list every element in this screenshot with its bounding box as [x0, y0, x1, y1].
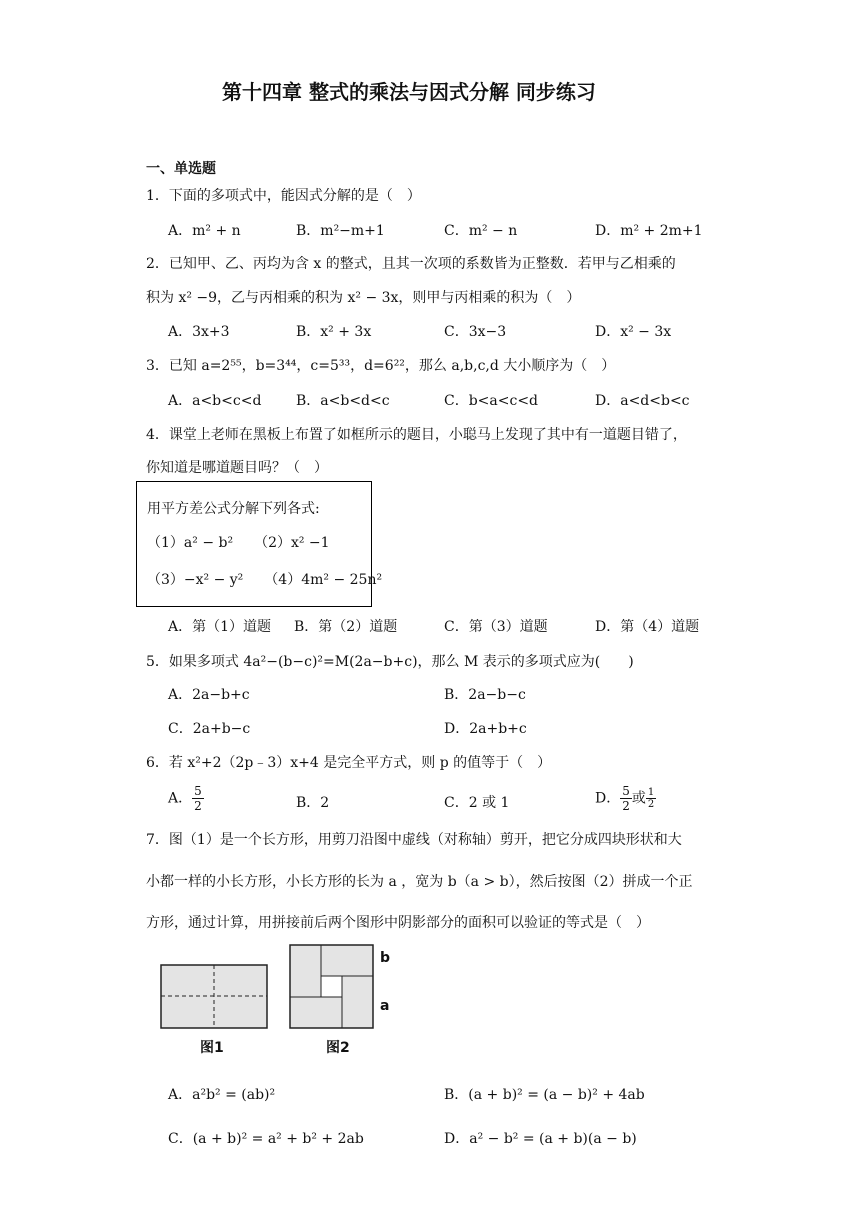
q5-option-d[interactable]: D．2a+b+c: [444, 721, 527, 737]
q5-option-c[interactable]: C．2a+b−c: [168, 721, 251, 737]
q7-stem-line2: 小都一样的小长方形，小长方形的长为 a ，宽为 b（a > b），然后按图（2）拼成一个正: [146, 874, 693, 890]
q6-a-denominator: 2: [194, 799, 202, 813]
figure-1-rectangle: [160, 964, 270, 1030]
q6-option-c[interactable]: C．2 或 1: [444, 795, 510, 811]
figure-2-label-a: a: [380, 998, 390, 1014]
q4-box-row2: （3）−x² − y² （4）4m² − 25n²: [147, 572, 383, 588]
q2-option-c[interactable]: C．3x−3: [444, 324, 507, 340]
q6-d-denominator2: 2: [647, 799, 655, 810]
q2-option-d[interactable]: D．x² − 3x: [595, 324, 672, 340]
q6-option-d-or: 或: [631, 790, 646, 807]
q4-problem-box: [136, 481, 383, 607]
section-heading: 一、单选题: [146, 161, 216, 177]
figure-1-label: 图1: [200, 1040, 224, 1056]
q6-option-d-fraction2: [646, 787, 656, 810]
q7-option-b[interactable]: B．(a + b)² = (a − b)² + 4ab: [444, 1087, 645, 1103]
q2-option-a[interactable]: A．3x+3: [168, 324, 230, 340]
q1-option-d[interactable]: D．m² + 2m+1: [595, 223, 703, 239]
q7-option-c[interactable]: C．(a + b)² = a² + b² + 2ab: [168, 1131, 364, 1147]
q2-stem-line2: 积为 x² −9，乙与丙相乘的积为 x² − 3x，则甲与丙相乘的积为（ ）: [146, 290, 581, 306]
q6-d-denominator1: 2: [622, 799, 630, 813]
q5-option-b[interactable]: B．2a−b−c: [444, 687, 526, 703]
q3-option-a[interactable]: A．a<b<c<d: [168, 393, 262, 409]
q7-stem-line3: 方形，通过计算，用拼接前后两个图形中阴影部分的面积可以验证的等式是（ ）: [146, 915, 650, 931]
fig2-center-square: [321, 976, 342, 997]
q7-stem-line1: 7．图（1）是一个长方形，用剪刀沿图中虚线（对称轴）剪开，把它分成四块形状和大: [146, 832, 682, 848]
figure-2-square: [289, 944, 375, 1030]
q6-a-numerator: 5: [194, 784, 202, 798]
q4-box-row1: （1）a² − b² （2）x² −1: [147, 535, 330, 551]
q5-option-a[interactable]: A．2a−b+c: [168, 687, 250, 703]
page-title: 第十四章 整式的乘法与因式分解 同步练习: [222, 80, 596, 104]
q6-option-d-fraction1: [620, 784, 632, 813]
q3-stem: 3．已知 a=2⁵⁵，b=3⁴⁴，c=5³³，d=6²²，那么 a,b,c,d 大小顺序为（ ）: [146, 358, 616, 374]
q6-d-numerator1: 5: [622, 784, 630, 798]
q3-option-d[interactable]: D．a<d<b<c: [595, 393, 690, 409]
q6-d-numerator2: 1: [647, 787, 655, 798]
q6-option-d-prefix: D．: [595, 790, 621, 807]
q2-stem-line1: 2．已知甲、乙、丙均为含 x 的整式，且其一次项的系数皆为正整数．若甲与乙相乘的: [146, 256, 676, 272]
q1-option-c[interactable]: C．m² − n: [444, 223, 518, 239]
q4-stem-line2: 你知道是哪道题目吗？（ ）: [146, 460, 328, 476]
q6-option-b[interactable]: B．2: [296, 795, 330, 811]
q2-option-b[interactable]: B．x² + 3x: [296, 324, 372, 340]
q6-option-a[interactable]: [168, 784, 204, 813]
q4-option-b[interactable]: B．第（2）道题: [294, 619, 398, 635]
q5-stem: 5．如果多项式 4a²−(b−c)²=M(2a−b+c)，那么 M 表示的多项式应为( ): [146, 654, 634, 670]
figure-2-label-b: b: [380, 950, 391, 966]
q4-option-d[interactable]: D．第（4）道题: [595, 619, 700, 635]
q7-option-d[interactable]: D．a² − b² = (a + b)(a − b): [444, 1131, 637, 1147]
q6-option-d[interactable]: [595, 784, 656, 813]
q4-option-c[interactable]: C．第（3）道题: [444, 619, 548, 635]
q3-option-c[interactable]: C．b<a<c<d: [444, 393, 539, 409]
q6-option-a-prefix: A．: [168, 790, 193, 807]
q3-option-b[interactable]: B．a<b<d<c: [296, 393, 390, 409]
q1-option-a[interactable]: A．m² + n: [168, 223, 241, 239]
q4-box-heading: 用平方差公式分解下列各式:: [147, 501, 320, 517]
q1-stem: 1．下面的多项式中，能因式分解的是（ ）: [146, 188, 421, 204]
figure-2-label: 图2: [326, 1040, 350, 1056]
q4-stem-line1: 4．课堂上老师在黑板上布置了如框所示的题目，小聪马上发现了其中有一道题目错了，: [146, 427, 687, 443]
q1-option-b[interactable]: B．m²−m+1: [296, 223, 385, 239]
q4-option-a[interactable]: A．第（1）道题: [168, 619, 272, 635]
q6-stem: 6．若 x²+2（2p﹣3）x+4 是完全平方式，则 p 的值等于（ ）: [146, 755, 552, 771]
q6-option-a-fraction: [192, 784, 204, 813]
q7-option-a[interactable]: A．a²b² = (ab)²: [168, 1087, 276, 1103]
